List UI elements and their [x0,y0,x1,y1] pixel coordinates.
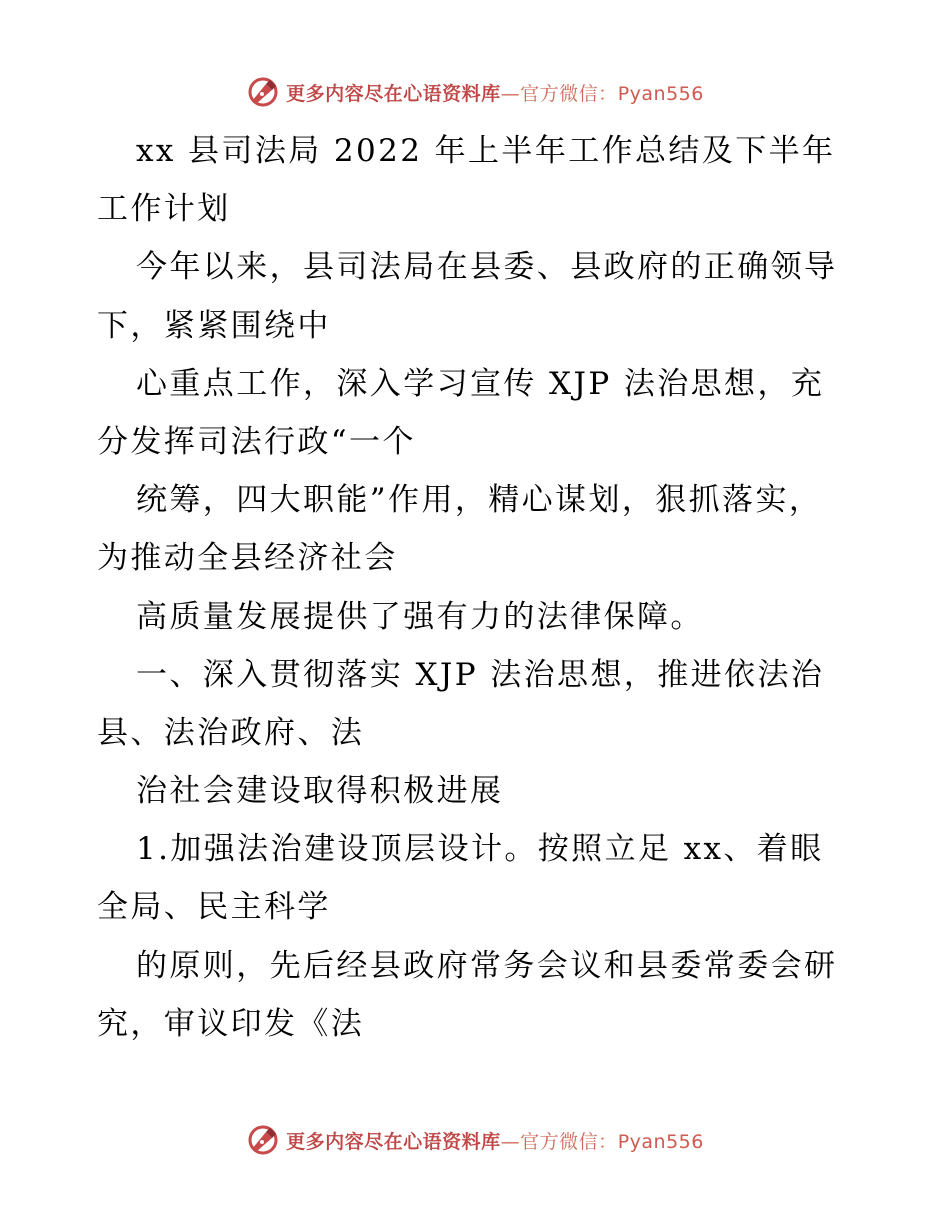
text-line: 治社会建设取得积极进展 [136,773,504,810]
watermark-sub-text: 官方微信： [520,82,618,105]
text-line: 一、深入贯彻落实 XJP 法治思想，推进依法治 [136,656,825,693]
watermark-dash: — [500,82,521,105]
text-line: 工作计划 [97,191,231,228]
watermark-main-text: 更多内容尽在心语资料库 [286,1130,501,1153]
document-body [97,122,857,1053]
text-line: 统筹，四大职能”作用，精心谋划，狠抓落实， [136,482,823,519]
watermark-wechat-id: Pyan556 [617,82,704,105]
pen-nib-logo-icon [246,75,280,109]
watermark-main-text: 更多内容尽在心语资料库 [286,82,501,105]
header-watermark [0,72,950,112]
footer-watermark [0,1120,950,1160]
text-line: 心重点工作，深入学习宣传 XJP 法治思想，充 [136,365,825,402]
text-line: 县、法治政府、法 [97,714,365,751]
watermark-text [286,1127,704,1154]
text-line: 的原则，先后经县政府常务会议和县委常委会研 [136,947,838,984]
pen-nib-logo-icon [246,1123,280,1157]
watermark-wechat-id: Pyan556 [617,1130,704,1153]
text-line: 全局、民主科学 [97,889,331,926]
text-line: 下，紧紧围绕中 [97,307,331,344]
watermark-text [286,79,704,106]
text-line: 高质量发展提供了强有力的法律保障。 [136,598,704,635]
text-line: 为推动全县经济社会 [97,540,398,577]
text-line: 究，审议印发《法 [97,1005,365,1042]
watermark-sub-text: 官方微信： [520,1130,618,1153]
text-line: 今年以来，县司法局在县委、县政府的正确领导 [136,249,838,286]
text-line: 1.加强法治建设顶层设计。按照立足 xx、着眼 [136,831,824,868]
text-line: xx 县司法局 2022 年上半年工作总结及下半年 [136,133,836,169]
watermark-dash: — [500,1130,521,1153]
text-line: 分发挥司法行政“一个 [97,423,416,460]
